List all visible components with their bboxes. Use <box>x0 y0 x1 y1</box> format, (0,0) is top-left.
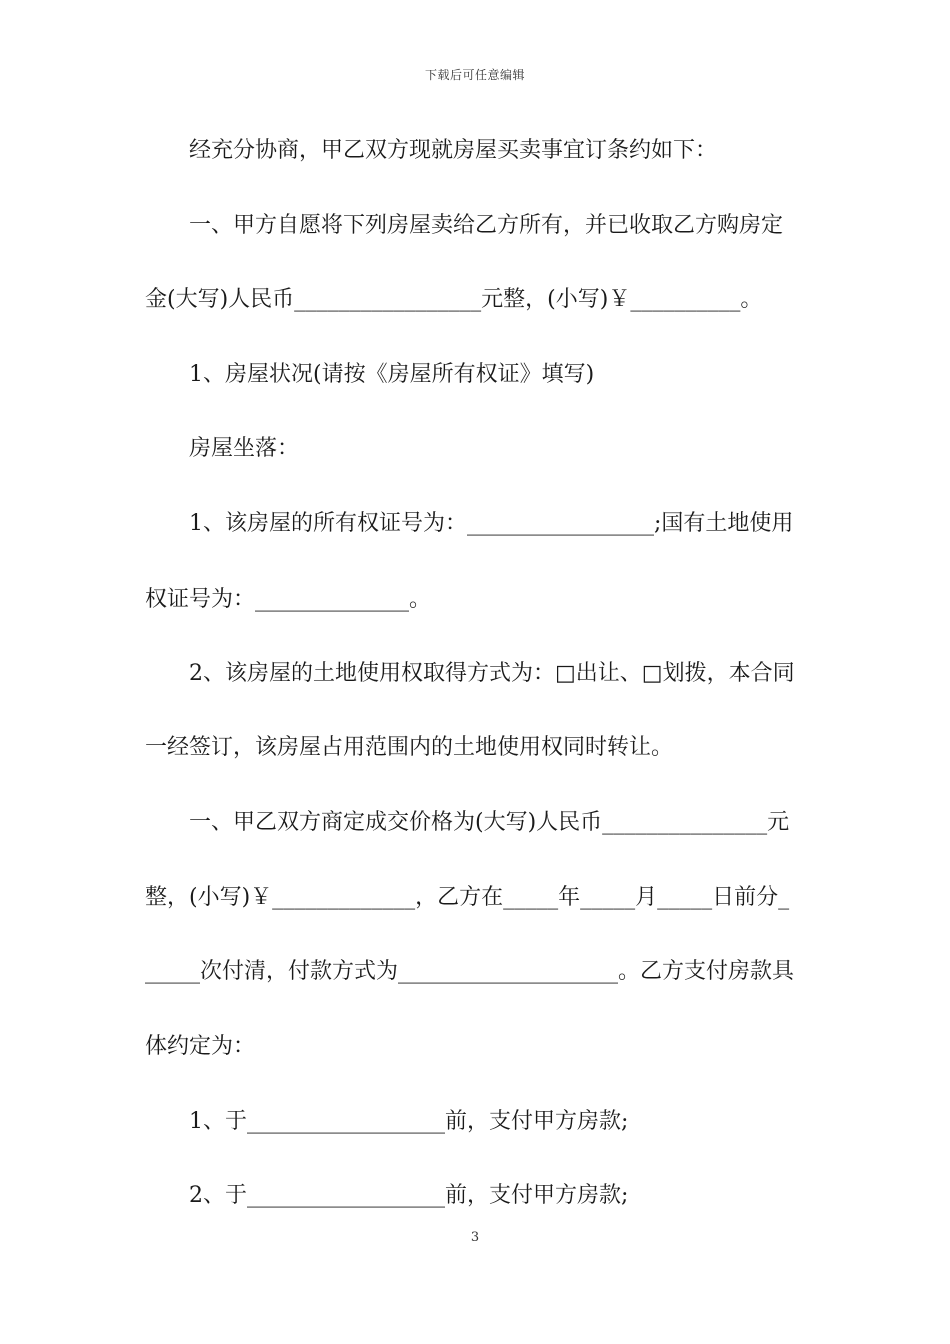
contract-line-clause-1a: 一、甲方自愿将下列房屋卖给乙方所有，并已收取乙方购房定 <box>145 213 784 238</box>
contract-line-price-d: 体约定为： <box>145 1034 256 1059</box>
page-number: 3 <box>470 1230 480 1245</box>
contract-line-intro: 经充分协商，甲乙双方现就房屋买卖事宜订条约如下： <box>145 138 718 163</box>
contract-line-land-right-a: 2、该房屋的土地使用权取得方式为：□出让、□划拨，本合同 <box>145 661 795 686</box>
contract-line-price-b: 整，(小写)￥_____________，乙方在_____年_____月_____日前分_ <box>145 885 790 910</box>
contract-line-land-right-b: 一经签订，该房屋占用范围内的土地使用权同时转让。 <box>145 735 674 760</box>
contract-line-certificate-b: 权证号为：______________。 <box>145 587 432 612</box>
contract-line-house-status: 1、房屋状况(请按《房屋所有权证》填写) <box>145 362 595 387</box>
contract-line-certificate-a: 1、该房屋的所有权证号为：_________________;国有土地使用 <box>145 511 794 536</box>
contract-line-location: 房屋坐落： <box>145 436 300 461</box>
page-header: 下载后可任意编辑 <box>424 68 525 82</box>
contract-line-clause-1b: 金(大写)人民币_________________元整，(小写)￥__________。 <box>145 287 763 312</box>
contract-line-payment-2: 2、于__________________前，支付甲方房款; <box>145 1183 629 1208</box>
contract-line-price-a: 一、甲乙双方商定成交价格为(大写)人民币_______________元 <box>145 810 790 835</box>
contract-line-price-c: _____次付清，付款方式为____________________。乙方支付房款具 <box>145 959 795 984</box>
contract-line-payment-1: 1、于__________________前，支付甲方房款; <box>145 1109 629 1134</box>
